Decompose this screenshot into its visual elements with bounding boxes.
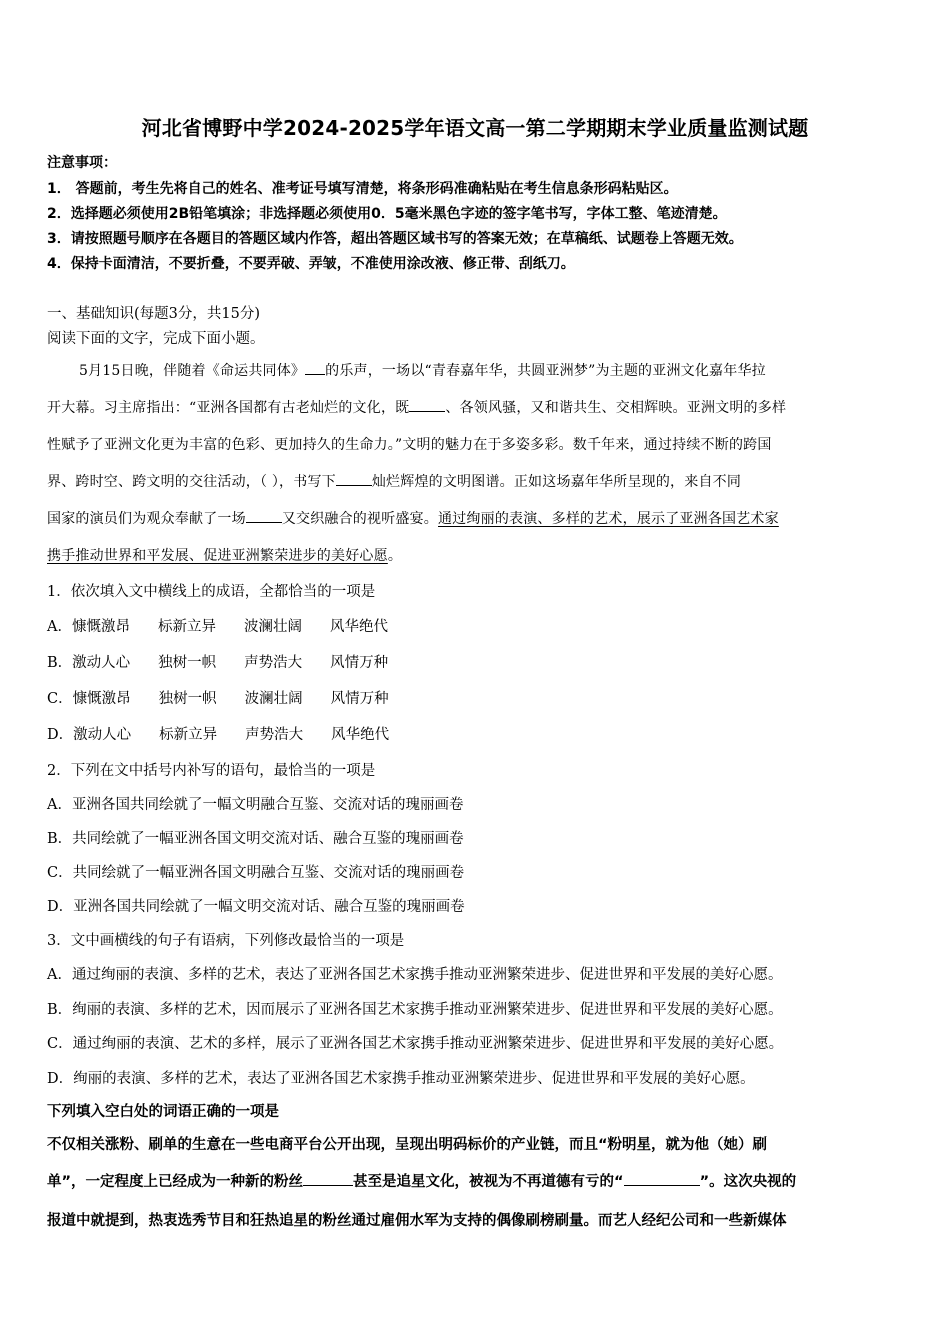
- question-1-option-b: [47, 651, 416, 672]
- option-word: 慷慨激昂: [71, 619, 130, 635]
- question-text: ”。这次央视的: [699, 1174, 797, 1190]
- question-text: 单”，一定程度上已经成为一种新的粉丝: [47, 1174, 304, 1190]
- passage-line-5: [47, 508, 905, 528]
- blank-1: [305, 360, 325, 375]
- passage-text: 开大幕。习主席指出：“亚洲各国都有古老灿烂的文化，既: [47, 400, 410, 416]
- question-2-option-b: B．共同绘就了一幅亚洲各国文明交流对话、融合互鉴的瑰丽画卷: [47, 831, 464, 847]
- blank-6: [624, 1171, 700, 1186]
- question-3-option-d: D．绚丽的表演、多样的艺术，表达了亚洲各国艺术家携手推动亚洲繁荣进步、促进世界和平发展的美好心愿。: [47, 1071, 755, 1087]
- option-word: 独树一帜: [158, 655, 217, 671]
- question-3-stem: 3．文中画横线的句子有语病，下列修改最恰当的一项是: [47, 933, 405, 949]
- option-word: 激动人心: [72, 655, 131, 671]
- underlined-sentence: 通过绚丽的表演、多样的艺术，展示了亚洲各国艺术家: [438, 511, 779, 527]
- passage-text: 。: [387, 548, 403, 564]
- passage-text: 灿烂辉煌的文明图谱。正如这场嘉年华所呈现的，来自不同: [371, 474, 742, 490]
- question-2-option-d: D．亚洲各国共同绘就了一幅文明交流对话、融合互鉴的瑰丽画卷: [47, 899, 465, 915]
- notice-item-2: 2．选择题必须使用2B铅笔填涂；非选择题必须使用0．5毫米黑色字迹的签字笔书写，字体工整、笔迹清楚。: [47, 206, 727, 222]
- option-label: B．: [47, 655, 73, 671]
- option-word: 风华绝代: [331, 727, 390, 743]
- question-1-stem: 1．依次填入文中横线上的成语，全都恰当的一项是: [47, 584, 376, 600]
- passage-text: 国家的演员们为观众奉献了一场: [47, 511, 246, 527]
- option-word: 标新立异: [157, 619, 216, 635]
- option-word: 风华绝代: [329, 619, 388, 635]
- question-4-stem: 下列填入空白处的词语正确的一项是: [47, 1104, 279, 1120]
- question-3-option-b: B．绚丽的表演、多样的艺术，因而展示了亚洲各国艺术家携手推动亚洲繁荣进步、促进世界和平发展的美好心愿。: [47, 1002, 783, 1018]
- underlined-sentence: 携手推动世界和平发展、促进亚洲繁荣进步的美好心愿: [47, 548, 388, 564]
- notice-item-1: 1． 答题前，考生先将自己的姓名、准考证号填写清楚，将条形码准确粘贴在考生信息条形码粘贴区。: [47, 181, 678, 197]
- question-3-option-c: C．通过绚丽的表演、艺术的多样，展示了亚洲各国艺术家携手推动亚洲繁荣进步、促进世界和平发展的美好心愿。: [47, 1036, 784, 1052]
- question-3-option-a: A．通过绚丽的表演、多样的艺术，表达了亚洲各国艺术家携手推动亚洲繁荣进步、促进世界和平发展的美好心愿。: [47, 967, 783, 983]
- passage-line-4: [47, 471, 905, 491]
- page-title: 河北省博野中学2024-2025学年语文高一第二学期期末学业质量监测试题: [141, 116, 809, 140]
- option-label: C．: [47, 691, 73, 707]
- passage-text: 5月15日晚，伴随着《命运共同体》: [79, 363, 306, 379]
- question-2-option-c: C．共同绘就了一幅亚洲各国文明融合互鉴、交流对话的瑰丽画卷: [47, 865, 465, 881]
- option-word: 波澜壮阔: [243, 619, 302, 635]
- question-1-option-c: [47, 687, 417, 708]
- question-4-line-1: 不仅相关涨粉、刷单的生意在一些电商平台公开出现，呈现出明码标价的产业链，而且“粉明星，就为他（她）刷: [47, 1137, 768, 1153]
- passage-text: 的乐声，一场以“青春嘉年华，共圆亚洲梦”为主题的亚洲文化嘉年华拉: [325, 363, 766, 379]
- question-text: 甚至是追星文化，被视为不再道德有亏的“: [353, 1174, 624, 1190]
- option-word: 风情万种: [330, 691, 389, 707]
- passage-text: 界、跨时空、跨文明的交往活动，（ ），书写下: [47, 474, 336, 490]
- question-4-line-3: 报道中就提到，热衷选秀节目和狂热追星的粉丝通过雇佣水军为支持的偶像刷榜刷量。而艺人经纪公司和一些新媒体: [47, 1213, 787, 1229]
- passage-line-6: [47, 545, 905, 565]
- option-word: 标新立异: [159, 727, 218, 743]
- option-word: 独树一帜: [158, 691, 217, 707]
- section-instruction: 阅读下面的文字，完成下面小题。: [47, 331, 265, 347]
- passage-line-1: [47, 360, 905, 380]
- option-word: 声势浩大: [245, 727, 304, 743]
- blank-4: [246, 508, 282, 523]
- blank-2: [409, 397, 445, 412]
- passage-text: 又交织融合的视听盛宴。: [281, 511, 439, 527]
- notice-heading: 注意事项：: [47, 155, 117, 171]
- option-label: D．: [47, 727, 74, 743]
- passage-line-2: [47, 397, 905, 417]
- question-2-option-a: A．亚洲各国共同绘就了一幅文明融合互鉴、交流对话的瑰丽画卷: [47, 797, 464, 813]
- option-word: 风情万种: [330, 655, 389, 671]
- question-1-option-a: [47, 615, 416, 636]
- option-word: 声势浩大: [244, 655, 303, 671]
- option-word: 慷慨激昂: [72, 691, 131, 707]
- question-4-line-2: [47, 1170, 796, 1191]
- passage-line-3: 性赋予了亚洲文化更为丰富的色彩、更加持久的生命力。”文明的魅力在于多姿多彩。数千年来，通过持续不断的跨国: [47, 437, 772, 453]
- passage-text: 、各领风骚，又和谐共生、交相辉映。亚洲文明的多样: [445, 400, 787, 416]
- option-label: A．: [47, 619, 72, 635]
- blank-5: [303, 1171, 353, 1186]
- notice-item-4: 4．保持卡面清洁，不要折叠，不要弄破、弄皱，不准使用涂改液、修正带、刮纸刀。: [47, 256, 575, 272]
- question-1-option-d: [47, 723, 417, 744]
- blank-3: [336, 471, 372, 486]
- option-word: 激动人心: [73, 727, 132, 743]
- option-word: 波澜壮阔: [244, 691, 303, 707]
- question-2-stem: 2．下列在文中括号内补写的语句，最恰当的一项是: [47, 763, 376, 779]
- notice-item-3: 3．请按照题号顺序在各题目的答题区域内作答，超出答题区域书写的答案无效；在草稿纸、试题卷上答题无效。: [47, 231, 743, 247]
- section-heading: 一、基础知识(每题3分，共15分): [47, 306, 260, 322]
